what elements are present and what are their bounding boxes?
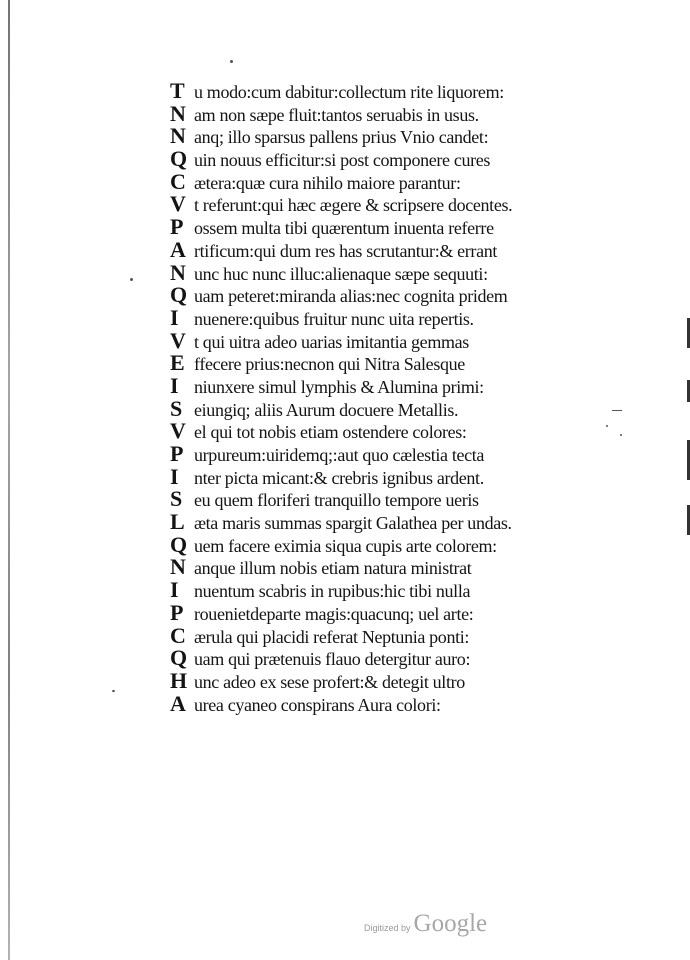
verse-text: t qui uitra adeo uarias imitantia gemmas (194, 331, 469, 352)
verse-initial: V (170, 418, 186, 444)
verse-text: nter picta micant:& crebris ignibus ardent. (194, 467, 484, 488)
verse-text: am non sæpe fluit:tantos seruabis in usus. (194, 104, 479, 125)
verse-line (170, 556, 640, 579)
verse-text: urea cyaneo conspirans Aura colori: (194, 694, 441, 715)
verse-initial: V (170, 327, 186, 353)
verse-initial: A (170, 690, 186, 716)
verse-line (170, 647, 640, 670)
facing-page-edge (684, 300, 690, 560)
digitized-label: Digitized by (364, 923, 411, 933)
verse-line (170, 193, 640, 216)
verse-initial: T (170, 78, 185, 103)
verse-text: t referunt:qui hæc ægere & scripsere docentes. (194, 195, 513, 216)
verse-text: nuenere:quibus fruitur nunc uita repertis. (194, 308, 474, 329)
verse-text: ffecere prius:necnon qui Nitra Salesque (194, 354, 465, 375)
verse-initial: H (170, 667, 188, 693)
verse-line (170, 216, 640, 239)
verse-text: uam peteret:miranda alias:nec cognita pridem (194, 286, 508, 307)
ink-speck (130, 278, 133, 281)
verse-line (170, 327, 640, 353)
google-logo: Google (413, 910, 488, 937)
verse-initial: N (170, 100, 186, 126)
verse-text: urpureum:uiridemq;:aut quo cælestia tecta (194, 445, 485, 465)
verse-text: eiungiq; aliis Aurum docuere Metallis. (194, 399, 459, 420)
verse-initial: N (170, 123, 186, 149)
verse-initial: S (170, 486, 183, 512)
verse-text: unc huc nunc illuc:alienaque sæpe sequuti: (194, 263, 488, 284)
verse-text: rouenietdeparte magis:quacunq; uel arte: (194, 603, 474, 624)
verse-text: u modo:cum dabitur:collectum rite liquorem: (194, 82, 504, 102)
verse-initial: N (170, 259, 186, 285)
verse-text: niunxere simul lymphis & Alumina primi: (194, 376, 484, 397)
verse-line (170, 667, 640, 693)
verse-initial: P (170, 599, 184, 625)
verse-initial: Q (170, 146, 188, 172)
verse-text: uin nouus efficitur:si post componere cures (194, 150, 491, 171)
verse-line (170, 168, 640, 194)
verse-initial: I (170, 463, 179, 489)
verse-initial: L (170, 509, 185, 535)
verse-text: unc adeo ex sese profert:& detegit ultro (194, 671, 465, 692)
verse-line (170, 690, 640, 716)
verse-text: anque illum nobis etiam natura ministrat (194, 558, 472, 579)
verse-line (170, 463, 640, 489)
verse-line (170, 372, 640, 398)
page-binding-edge (8, 0, 10, 960)
verse-initial: N (170, 554, 186, 580)
verse-text: uem facere eximia siqua cupis arte colorem: (194, 535, 497, 556)
verse-line (170, 579, 640, 602)
verse-initial: I (170, 372, 179, 398)
verse-line (170, 488, 640, 511)
verse-initial: S (170, 395, 183, 421)
verse-line (170, 531, 640, 557)
verse-initial: Q (170, 531, 188, 557)
verse-line (170, 395, 640, 421)
verse-initial: I (170, 304, 179, 330)
verse-line (170, 125, 640, 148)
verse-line (170, 100, 640, 126)
verse-initial: A (170, 236, 186, 262)
verse-text: rtificum:qui dum res has scrutantur:& errant (194, 240, 498, 261)
verse-text: el qui tot nobis etiam ostendere colores: (194, 422, 467, 443)
verse-initial: Q (170, 645, 188, 671)
verse-text: ærula qui placidi referat Neptunia ponti: (194, 626, 470, 647)
verse-line (170, 511, 640, 534)
verse-line (170, 80, 640, 103)
verse-line (170, 420, 640, 443)
verse-text: ossem multa tibi quærentum inuenta referre (194, 218, 494, 239)
ink-speck (112, 690, 115, 692)
verse-initial: P (170, 441, 184, 466)
verse-line (170, 599, 640, 625)
verse-line (170, 236, 640, 262)
verse-line (170, 284, 640, 307)
verse-initial: E (170, 350, 185, 376)
ink-speck (230, 60, 233, 63)
verse-initial: V (170, 191, 186, 217)
verse-initial: C (170, 168, 186, 194)
verse-text: uam qui prætenuis flauo detergitur auro: (194, 649, 471, 670)
verse-text: anq; illo sparsus pallens prius Vnio candet: (194, 127, 489, 148)
verse-text: eu quem floriferi tranquillo tempore ueris (194, 490, 479, 511)
digitized-watermark (364, 910, 487, 938)
verse-text: æta maris summas spargit Galathea per undas. (194, 513, 512, 534)
verse-initial: I (170, 577, 179, 603)
verse-line (170, 148, 640, 171)
verse-text: ætera:quæ cura nihilo maiore parantur: (194, 172, 461, 193)
verse-line (170, 304, 640, 330)
verse-initial: P (170, 214, 184, 240)
verse-initial: Q (170, 282, 188, 308)
verse-line (170, 622, 640, 648)
verse-text: nuentum scabris in rupibus:hic tibi nulla (194, 581, 471, 602)
verse-line (170, 259, 640, 285)
verse-block (170, 80, 640, 715)
verse-line (170, 352, 640, 375)
verse-initial: C (170, 622, 186, 648)
verse-line (170, 443, 640, 466)
